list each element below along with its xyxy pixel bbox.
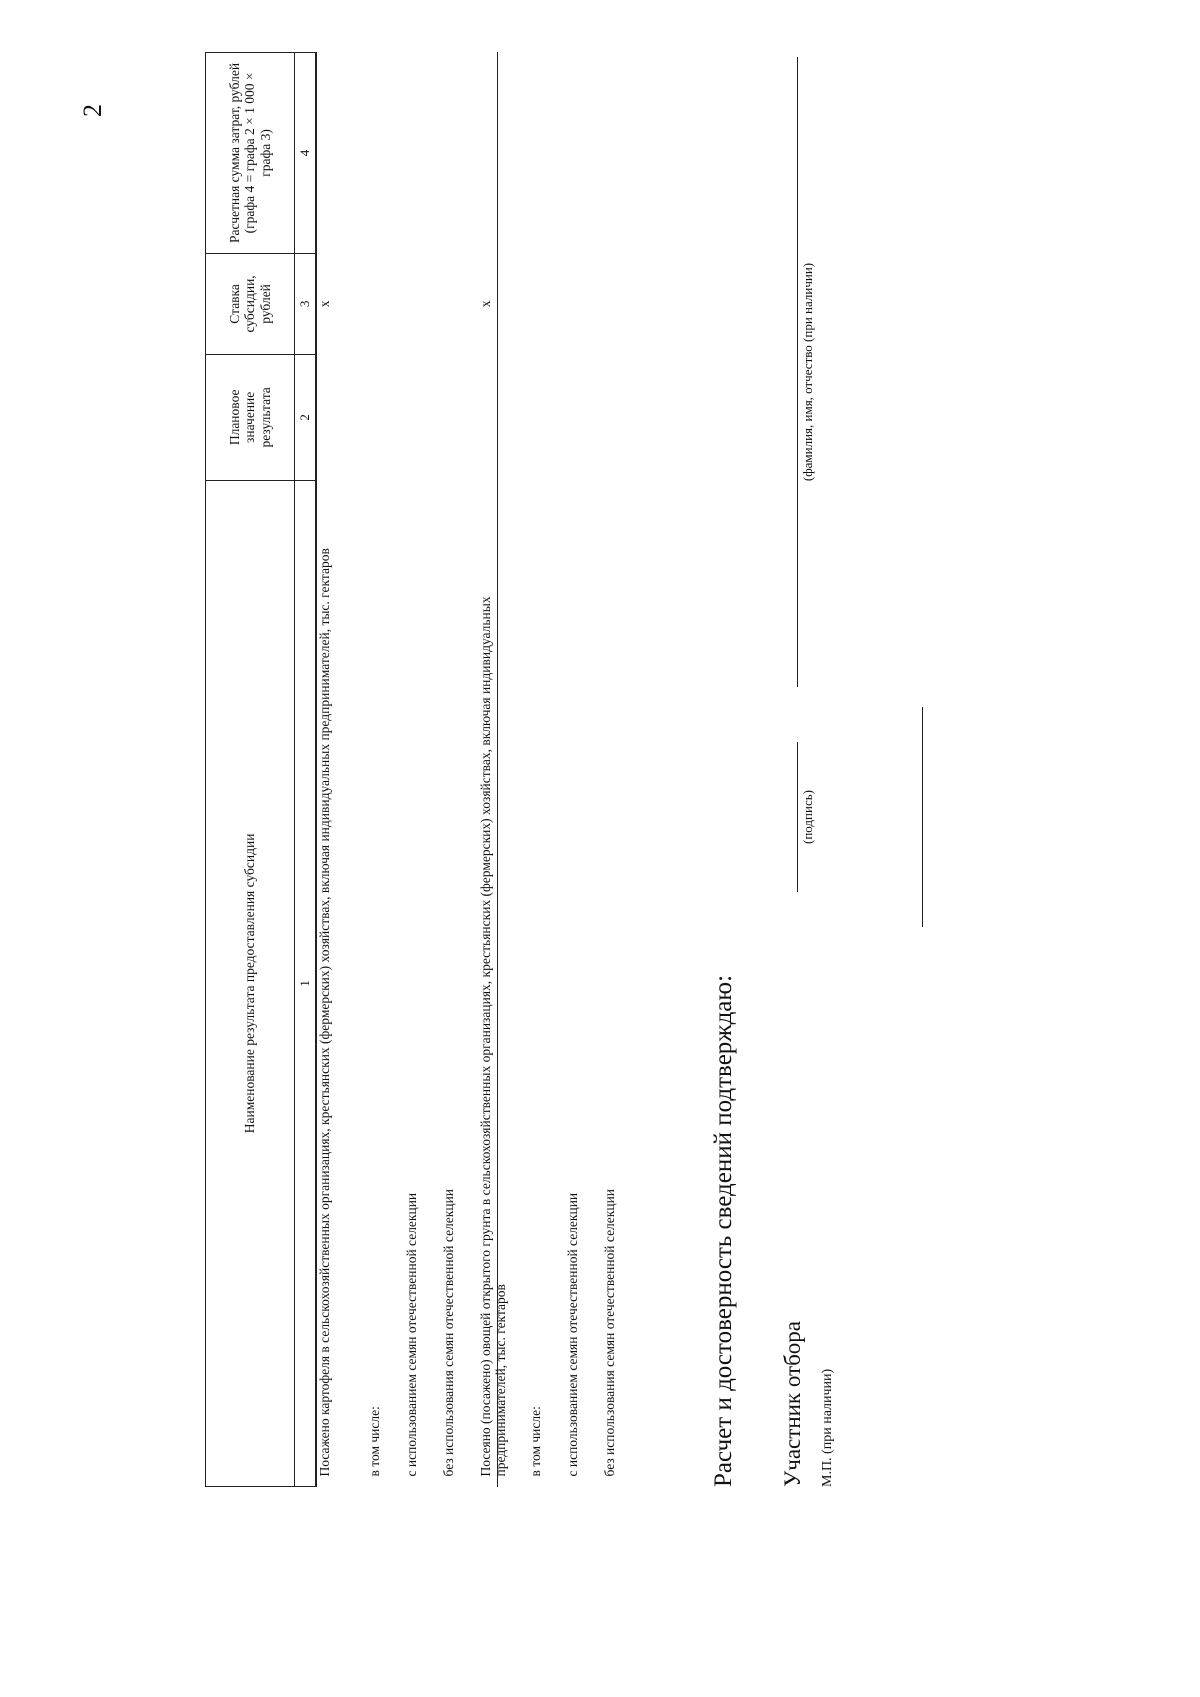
- header-result-name: Наименование результата предоставления субсидии: [206, 480, 295, 1486]
- table-row: [316, 53, 367, 1487]
- row-sum: [528, 53, 565, 254]
- seal-label: М.П. (при наличии): [820, 1368, 835, 1487]
- table-row: [404, 53, 441, 1487]
- row-sum: [316, 53, 367, 254]
- header-subsidy-rate: Ставка субсидии, рублей: [206, 253, 295, 354]
- confirmation-text: Расчет и достоверность сведений подтверждаю:: [710, 974, 737, 1487]
- row-rate: [565, 253, 602, 354]
- row-sum: [404, 53, 441, 254]
- row-sum: [565, 53, 602, 254]
- table-row: [367, 53, 404, 1487]
- full-name-line: [797, 57, 798, 687]
- row-name: в том числе:: [367, 1406, 382, 1477]
- row-name: Посажено картофеля в сельскохозяйственных организациях, крестьянских (фермерских) хозяйствах, включая индивидуальных предпринимателей, тыс. гектаров: [317, 548, 332, 1477]
- row-rate: [441, 253, 478, 354]
- row-plan-value: [367, 354, 404, 480]
- row-name: без использования семян отечественной селекции: [602, 1188, 617, 1477]
- row-plan-value: [478, 354, 528, 480]
- row-name: Посеяно (посажено) овощей открытого грунта в сельскохозяйственных организациях, крестьянских (фермерских) хозяйствах, включая индивидуальных предпринимателей, тыс. гектаров: [478, 596, 509, 1477]
- row-name: в том числе:: [528, 1406, 543, 1477]
- row-name: с использованием семян отечественной селекции: [565, 1192, 580, 1477]
- row-sum: [602, 53, 639, 254]
- row-sum: [367, 53, 404, 254]
- row-rate: х: [478, 300, 493, 308]
- row-rate: [404, 253, 441, 354]
- row-rate: [367, 253, 404, 354]
- row-rate: [602, 253, 639, 354]
- column-number: 4: [295, 53, 317, 254]
- column-number: 1: [295, 480, 317, 1486]
- participant-label: Участник отбора: [780, 1320, 805, 1487]
- table-row: [441, 53, 478, 1487]
- signature-line: [797, 742, 798, 892]
- page-number: 2: [78, 104, 107, 117]
- row-plan-value: [602, 354, 639, 480]
- header-estimated-cost: Расчетная сумма затрат, рублей (графа 4 = графа 2 × 1 000 × графа 3): [206, 53, 295, 254]
- table-row: [478, 53, 528, 1487]
- row-plan-value: [404, 354, 441, 480]
- row-plan-value: [565, 354, 602, 480]
- row-plan-value: [528, 354, 565, 480]
- row-rate: х: [317, 300, 332, 308]
- full-name-caption: (фамилия, имя, отчество (при наличии): [800, 262, 815, 482]
- table-row: [565, 53, 602, 1487]
- date-line: [922, 707, 923, 927]
- signature-caption: (подпись): [800, 790, 815, 844]
- row-rate: [528, 253, 565, 354]
- row-plan-value: [441, 354, 478, 480]
- table-row: [528, 53, 565, 1487]
- row-name: с использованием семян отечественной селекции: [404, 1192, 419, 1477]
- row-sum: [478, 53, 528, 254]
- column-number: 3: [295, 253, 317, 354]
- row-sum: [441, 53, 478, 254]
- subsidy-result-table: [205, 52, 639, 1487]
- row-name: без использования семян отечественной селекции: [441, 1188, 456, 1477]
- table-row: [602, 53, 639, 1487]
- column-number: 2: [295, 354, 317, 480]
- row-plan-value: [316, 354, 367, 480]
- header-plan-value: Плановое значение результата: [206, 354, 295, 480]
- table-bottom-divider: [497, 52, 498, 1487]
